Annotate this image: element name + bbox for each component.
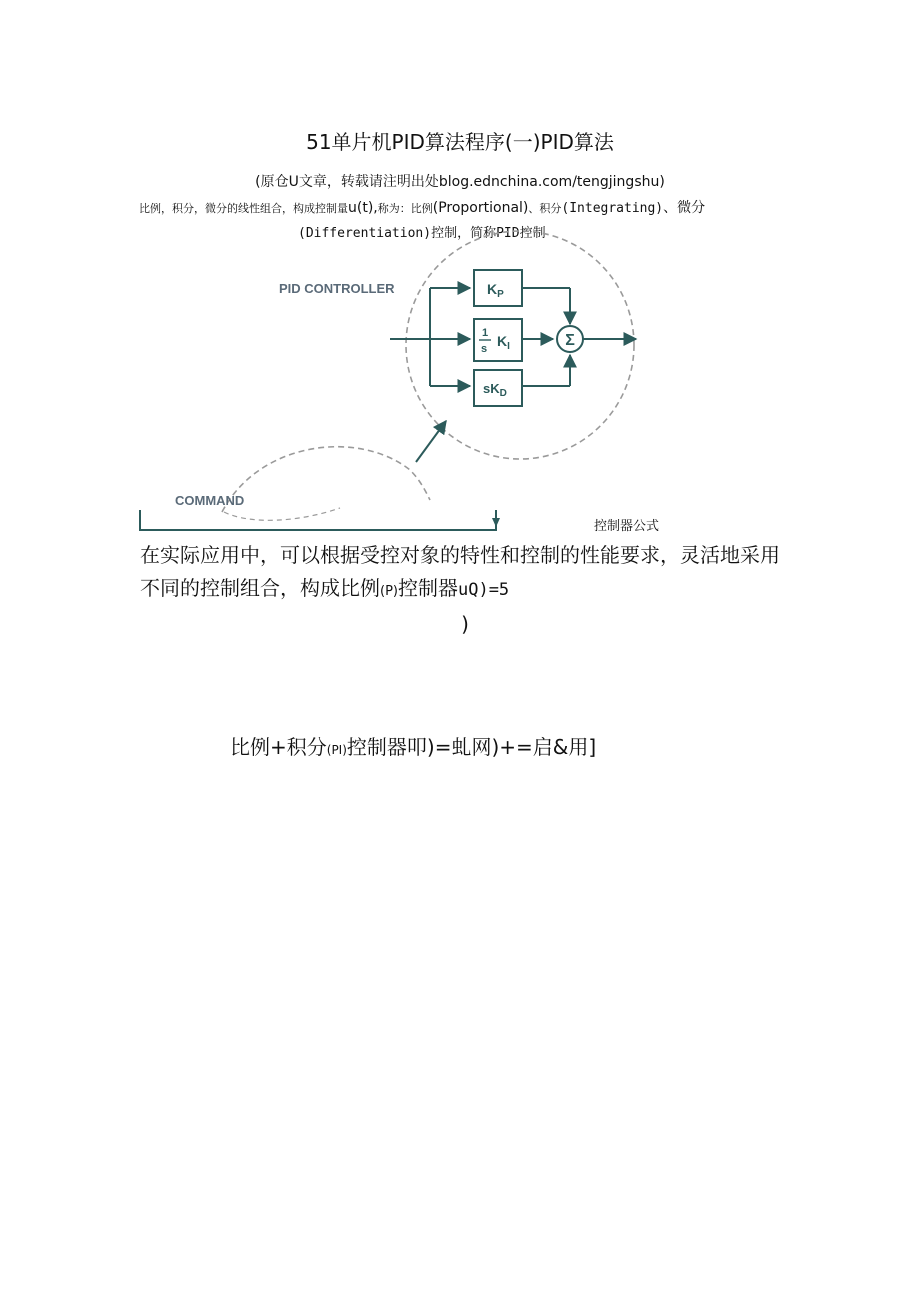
intro-text-3: 、积分 bbox=[528, 202, 562, 215]
para-text-2: 控制器 bbox=[397, 576, 458, 600]
command-bracket-arrow bbox=[492, 518, 500, 527]
intro-integrating: (Integrating) bbox=[561, 201, 664, 216]
formula-caption: 控制器公式 bbox=[594, 519, 660, 534]
intro-proportional: (Proportional) bbox=[432, 200, 529, 216]
ki-frac-den: s bbox=[481, 343, 488, 355]
command-to-controller-arrow bbox=[416, 421, 446, 462]
command-label: COMMAND bbox=[175, 493, 245, 508]
intro-text-2: 称为：比例 bbox=[377, 202, 433, 215]
para-p-tag: (P) bbox=[380, 584, 398, 599]
intro-ut: u(t), bbox=[348, 200, 378, 216]
pid-controller-diagram bbox=[0, 0, 920, 540]
kp-label: $K_P$ bbox=[487, 281, 504, 300]
ki-frac-num: 1 bbox=[482, 327, 489, 339]
pi-text-a: 比例+积分 bbox=[230, 735, 327, 759]
ki-label: $K_I$ bbox=[497, 333, 510, 352]
intro-pid: PID bbox=[496, 226, 520, 241]
para-formula-p: uQ)=5 bbox=[457, 580, 510, 600]
intro-text-5: 控制，简称 bbox=[431, 226, 497, 241]
intro-differentiation: (Differentiation) bbox=[298, 226, 432, 241]
para-text-4: ) bbox=[461, 612, 469, 636]
pi-text-b: 控制器叩)=虬网)+=启&用] bbox=[346, 735, 597, 759]
body-paragraph bbox=[140, 539, 790, 641]
pid-controller-label: PID CONTROLLER bbox=[279, 281, 395, 296]
intro-text-6: 控制 bbox=[519, 226, 546, 241]
repost-note: (原仓U文章，转载请注明出处blog.ednchina.com/tengjingshu) bbox=[255, 174, 665, 190]
command-bracket bbox=[140, 510, 496, 530]
document-title: 51单片机PID算法程序(一)PID算法 bbox=[306, 130, 614, 154]
kp-block bbox=[474, 270, 522, 306]
pi-controller-formula bbox=[230, 731, 596, 760]
command-wave-lower bbox=[224, 508, 340, 520]
intro-text-1: 比例，积分，微分的线性组合，构成控制量 bbox=[139, 202, 348, 215]
command-wave-curve bbox=[222, 447, 430, 512]
kd-label: $sK_D$ bbox=[483, 381, 507, 399]
para-text-1: 在实际应用中，可以根据受控对象的特性和控制的性能要求，灵活地采用不同的控制组合，构成比例 bbox=[140, 543, 780, 600]
sum-symbol: Σ bbox=[565, 332, 575, 349]
intro-text-4: 、微分 bbox=[663, 200, 706, 216]
pi-tag: (PI) bbox=[326, 743, 347, 757]
